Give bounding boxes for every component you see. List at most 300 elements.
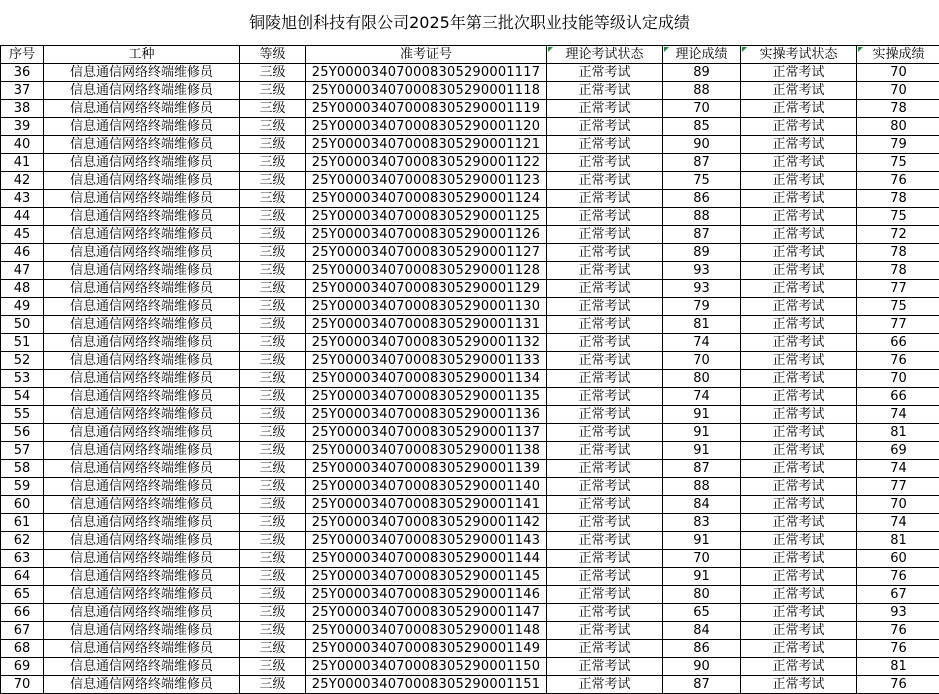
- cell-level[interactable]: 三级: [240, 190, 306, 208]
- cell-level[interactable]: 三级: [240, 604, 306, 622]
- cell-theory-score[interactable]: 86: [663, 640, 741, 658]
- cell-practical-status[interactable]: 正常考试: [741, 514, 857, 532]
- cell-job-type[interactable]: 信息通信网络终端维修员: [44, 244, 240, 262]
- cell-job-type[interactable]: 信息通信网络终端维修员: [44, 406, 240, 424]
- cell-theory-score[interactable]: 84: [663, 496, 741, 514]
- cell-seq[interactable]: 63: [1, 550, 44, 568]
- cell-level[interactable]: 三级: [240, 262, 306, 280]
- cell-job-type[interactable]: 信息通信网络终端维修员: [44, 514, 240, 532]
- cell-theory-status[interactable]: 正常考试: [547, 334, 663, 352]
- cell-theory-status[interactable]: 正常考试: [547, 640, 663, 658]
- cell-practical-score[interactable]: 70: [857, 82, 939, 100]
- table-row: [1, 658, 939, 676]
- cell-practical-score[interactable]: 70: [857, 370, 939, 388]
- cell-practical-status[interactable]: 正常考试: [741, 676, 857, 694]
- header-row: [1, 46, 939, 64]
- cell-theory-score[interactable]: 87: [663, 460, 741, 478]
- cell-practical-status[interactable]: 正常考试: [741, 388, 857, 406]
- cell-ticket-number[interactable]: 25Y000034070008305290001141: [306, 496, 547, 514]
- cell-theory-score[interactable]: 89: [663, 64, 741, 82]
- cell-ticket-number[interactable]: 25Y000034070008305290001133: [306, 352, 547, 370]
- cell-practical-status[interactable]: 正常考试: [741, 82, 857, 100]
- cell-theory-status[interactable]: 正常考试: [547, 514, 663, 532]
- cell-practical-score[interactable]: 77: [857, 316, 939, 334]
- cell-theory-status[interactable]: 正常考试: [547, 352, 663, 370]
- cell-practical-status[interactable]: 正常考试: [741, 262, 857, 280]
- cell-job-type[interactable]: 信息通信网络终端维修员: [44, 316, 240, 334]
- cell-seq[interactable]: 60: [1, 496, 44, 514]
- cell-seq[interactable]: 61: [1, 514, 44, 532]
- cell-practical-status[interactable]: 正常考试: [741, 550, 857, 568]
- cell-practical-score[interactable]: 77: [857, 280, 939, 298]
- cell-seq[interactable]: 57: [1, 442, 44, 460]
- cell-level[interactable]: 三级: [240, 100, 306, 118]
- table-row: [1, 208, 939, 226]
- cell-theory-score[interactable]: 84: [663, 622, 741, 640]
- cell-theory-score[interactable]: 91: [663, 532, 741, 550]
- cell-theory-status[interactable]: 正常考试: [547, 424, 663, 442]
- cell-level[interactable]: 三级: [240, 298, 306, 316]
- cell-theory-score[interactable]: 80: [663, 586, 741, 604]
- cell-practical-score[interactable]: 69: [857, 442, 939, 460]
- cell-level[interactable]: 三级: [240, 640, 306, 658]
- cell-level[interactable]: 三级: [240, 406, 306, 424]
- cell-level[interactable]: 三级: [240, 118, 306, 136]
- cell-ticket-number[interactable]: 25Y000034070008305290001117: [306, 64, 547, 82]
- cell-seq[interactable]: 65: [1, 586, 44, 604]
- cell-ticket-number[interactable]: 25Y000034070008305290001132: [306, 334, 547, 352]
- cell-theory-status[interactable]: 正常考试: [547, 154, 663, 172]
- cell-level[interactable]: 三级: [240, 622, 306, 640]
- cell-seq[interactable]: 68: [1, 640, 44, 658]
- cell-seq[interactable]: 48: [1, 280, 44, 298]
- table-row: [1, 478, 939, 496]
- cell-practical-status[interactable]: 正常考试: [741, 604, 857, 622]
- table-row: [1, 586, 939, 604]
- cell-theory-score[interactable]: 86: [663, 190, 741, 208]
- cell-seq[interactable]: 46: [1, 244, 44, 262]
- cell-seq[interactable]: 58: [1, 460, 44, 478]
- cell-theory-status[interactable]: 正常考试: [547, 298, 663, 316]
- cell-seq[interactable]: 62: [1, 532, 44, 550]
- cell-practical-score[interactable]: 75: [857, 298, 939, 316]
- cell-level[interactable]: 三级: [240, 388, 306, 406]
- cell-level[interactable]: 三级: [240, 586, 306, 604]
- cell-seq[interactable]: 39: [1, 118, 44, 136]
- cell-theory-status[interactable]: 正常考试: [547, 280, 663, 298]
- cell-level[interactable]: 三级: [240, 244, 306, 262]
- header-practical-status[interactable]: 实操考试状态: [741, 46, 857, 64]
- header-ticket-number[interactable]: 准考证号: [306, 46, 547, 64]
- cell-seq[interactable]: 64: [1, 568, 44, 586]
- cell-job-type[interactable]: 信息通信网络终端维修员: [44, 208, 240, 226]
- cell-job-type[interactable]: 信息通信网络终端维修员: [44, 100, 240, 118]
- cell-level[interactable]: 三级: [240, 64, 306, 82]
- cell-job-type[interactable]: 信息通信网络终端维修员: [44, 280, 240, 298]
- table-row: [1, 640, 939, 658]
- cell-theory-status[interactable]: 正常考试: [547, 496, 663, 514]
- cell-ticket-number[interactable]: 25Y000034070008305290001130: [306, 298, 547, 316]
- cell-job-type[interactable]: 信息通信网络终端维修员: [44, 658, 240, 676]
- cell-practical-score[interactable]: 81: [857, 658, 939, 676]
- cell-ticket-number[interactable]: 25Y000034070008305290001148: [306, 622, 547, 640]
- header-seq[interactable]: 序号: [1, 46, 44, 64]
- cell-practical-score[interactable]: 70: [857, 64, 939, 82]
- cell-theory-status[interactable]: 正常考试: [547, 136, 663, 154]
- cell-practical-status[interactable]: 正常考试: [741, 424, 857, 442]
- cell-practical-score[interactable]: 79: [857, 136, 939, 154]
- cell-theory-score[interactable]: 70: [663, 100, 741, 118]
- cell-seq[interactable]: 49: [1, 298, 44, 316]
- cell-ticket-number[interactable]: 25Y000034070008305290001137: [306, 424, 547, 442]
- cell-practical-status[interactable]: 正常考试: [741, 208, 857, 226]
- cell-theory-status[interactable]: 正常考试: [547, 388, 663, 406]
- cell-ticket-number[interactable]: 25Y000034070008305290001118: [306, 82, 547, 100]
- cell-ticket-number[interactable]: 25Y000034070008305290001124: [306, 190, 547, 208]
- cell-job-type[interactable]: 信息通信网络终端维修员: [44, 226, 240, 244]
- cell-seq[interactable]: 42: [1, 172, 44, 190]
- cell-practical-score[interactable]: 76: [857, 622, 939, 640]
- cell-ticket-number[interactable]: 25Y000034070008305290001123: [306, 172, 547, 190]
- cell-ticket-number[interactable]: 25Y000034070008305290001142: [306, 514, 547, 532]
- cell-level[interactable]: 三级: [240, 514, 306, 532]
- cell-practical-score[interactable]: 67: [857, 586, 939, 604]
- cell-theory-status[interactable]: 正常考试: [547, 676, 663, 694]
- cell-theory-score[interactable]: 91: [663, 424, 741, 442]
- cell-ticket-number[interactable]: 25Y000034070008305290001135: [306, 388, 547, 406]
- cell-ticket-number[interactable]: 25Y000034070008305290001121: [306, 136, 547, 154]
- cell-ticket-number[interactable]: 25Y000034070008305290001149: [306, 640, 547, 658]
- cell-ticket-number[interactable]: 25Y000034070008305290001150: [306, 658, 547, 676]
- cell-practical-status[interactable]: 正常考试: [741, 226, 857, 244]
- cell-seq[interactable]: 44: [1, 208, 44, 226]
- cell-level[interactable]: 三级: [240, 478, 306, 496]
- cell-theory-status[interactable]: 正常考试: [547, 262, 663, 280]
- cell-practical-score[interactable]: 78: [857, 244, 939, 262]
- cell-practical-score[interactable]: 76: [857, 568, 939, 586]
- cell-level[interactable]: 三级: [240, 676, 306, 694]
- cell-theory-score[interactable]: 83: [663, 514, 741, 532]
- cell-job-type[interactable]: 信息通信网络终端维修员: [44, 64, 240, 82]
- cell-practical-status[interactable]: 正常考试: [741, 118, 857, 136]
- header-level[interactable]: 等级: [240, 46, 306, 64]
- cell-ticket-number[interactable]: 25Y000034070008305290001127: [306, 244, 547, 262]
- cell-job-type[interactable]: 信息通信网络终端维修员: [44, 622, 240, 640]
- cell-theory-score[interactable]: 88: [663, 82, 741, 100]
- cell-ticket-number[interactable]: 25Y000034070008305290001134: [306, 370, 547, 388]
- cell-practical-score[interactable]: 81: [857, 532, 939, 550]
- cell-seq[interactable]: 47: [1, 262, 44, 280]
- cell-seq[interactable]: 45: [1, 226, 44, 244]
- cell-job-type[interactable]: 信息通信网络终端维修员: [44, 478, 240, 496]
- cell-practical-status[interactable]: 正常考试: [741, 298, 857, 316]
- cell-ticket-number[interactable]: 25Y000034070008305290001139: [306, 460, 547, 478]
- cell-seq[interactable]: 53: [1, 370, 44, 388]
- cell-practical-status[interactable]: 正常考试: [741, 622, 857, 640]
- cell-theory-score[interactable]: 90: [663, 136, 741, 154]
- cell-level[interactable]: 三级: [240, 424, 306, 442]
- cell-theory-score[interactable]: 74: [663, 388, 741, 406]
- cell-theory-score[interactable]: 93: [663, 280, 741, 298]
- cell-practical-status[interactable]: 正常考试: [741, 280, 857, 298]
- cell-ticket-number[interactable]: 25Y000034070008305290001120: [306, 118, 547, 136]
- cell-seq[interactable]: 51: [1, 334, 44, 352]
- cell-level[interactable]: 三级: [240, 208, 306, 226]
- cell-job-type[interactable]: 信息通信网络终端维修员: [44, 460, 240, 478]
- cell-level[interactable]: 三级: [240, 172, 306, 190]
- cell-theory-status[interactable]: 正常考试: [547, 550, 663, 568]
- cell-level[interactable]: 三级: [240, 442, 306, 460]
- cell-practical-score[interactable]: 74: [857, 406, 939, 424]
- cell-theory-score[interactable]: 91: [663, 442, 741, 460]
- cell-level[interactable]: 三级: [240, 226, 306, 244]
- cell-ticket-number[interactable]: 25Y000034070008305290001136: [306, 406, 547, 424]
- cell-job-type[interactable]: 信息通信网络终端维修员: [44, 190, 240, 208]
- cell-ticket-number[interactable]: 25Y000034070008305290001129: [306, 280, 547, 298]
- cell-seq[interactable]: 50: [1, 316, 44, 334]
- cell-seq[interactable]: 41: [1, 154, 44, 172]
- cell-practical-score[interactable]: 74: [857, 460, 939, 478]
- cell-theory-status[interactable]: 正常考试: [547, 586, 663, 604]
- header-practical-score[interactable]: 实操成绩: [857, 46, 939, 64]
- cell-theory-score[interactable]: 87: [663, 154, 741, 172]
- cell-theory-score[interactable]: 81: [663, 316, 741, 334]
- cell-practical-score[interactable]: 75: [857, 208, 939, 226]
- cell-practical-status[interactable]: 正常考试: [741, 190, 857, 208]
- cell-ticket-number[interactable]: 25Y000034070008305290001122: [306, 154, 547, 172]
- cell-seq[interactable]: 69: [1, 658, 44, 676]
- cell-theory-score[interactable]: 89: [663, 244, 741, 262]
- header-theory-status[interactable]: 理论考试状态: [547, 46, 663, 64]
- cell-practical-score[interactable]: 70: [857, 496, 939, 514]
- cell-seq[interactable]: 37: [1, 82, 44, 100]
- cell-theory-score[interactable]: 88: [663, 478, 741, 496]
- cell-theory-status[interactable]: 正常考试: [547, 226, 663, 244]
- cell-level[interactable]: 三级: [240, 316, 306, 334]
- cell-practical-status[interactable]: 正常考试: [741, 64, 857, 82]
- table-row: [1, 496, 939, 514]
- cell-practical-score[interactable]: 78: [857, 100, 939, 118]
- cell-theory-score[interactable]: 80: [663, 370, 741, 388]
- cell-level[interactable]: 三级: [240, 154, 306, 172]
- cell-ticket-number[interactable]: 25Y000034070008305290001128: [306, 262, 547, 280]
- cell-job-type[interactable]: 信息通信网络终端维修员: [44, 640, 240, 658]
- cell-level[interactable]: 三级: [240, 658, 306, 676]
- cell-practical-status[interactable]: 正常考试: [741, 532, 857, 550]
- cell-theory-score[interactable]: 88: [663, 208, 741, 226]
- cell-practical-status[interactable]: 正常考试: [741, 478, 857, 496]
- cell-practical-status[interactable]: 正常考试: [741, 316, 857, 334]
- cell-seq[interactable]: 52: [1, 352, 44, 370]
- cell-job-type[interactable]: 信息通信网络终端维修员: [44, 370, 240, 388]
- cell-seq[interactable]: 67: [1, 622, 44, 640]
- cell-ticket-number[interactable]: 25Y000034070008305290001138: [306, 442, 547, 460]
- cell-theory-status[interactable]: 正常考试: [547, 118, 663, 136]
- cell-ticket-number[interactable]: 25Y000034070008305290001151: [306, 676, 547, 694]
- cell-level[interactable]: 三级: [240, 280, 306, 298]
- cell-job-type[interactable]: 信息通信网络终端维修员: [44, 388, 240, 406]
- cell-job-type[interactable]: 信息通信网络终端维修员: [44, 424, 240, 442]
- cell-practical-score[interactable]: 76: [857, 640, 939, 658]
- cell-theory-status[interactable]: 正常考试: [547, 208, 663, 226]
- header-theory-score[interactable]: 理论成绩: [663, 46, 741, 64]
- cell-level[interactable]: 三级: [240, 136, 306, 154]
- cell-practical-score[interactable]: 66: [857, 388, 939, 406]
- cell-theory-score[interactable]: 93: [663, 262, 741, 280]
- cell-theory-status[interactable]: 正常考试: [547, 460, 663, 478]
- cell-practical-score[interactable]: 93: [857, 604, 939, 622]
- cell-practical-status[interactable]: 正常考试: [741, 334, 857, 352]
- cell-level[interactable]: 三级: [240, 334, 306, 352]
- cell-level[interactable]: 三级: [240, 496, 306, 514]
- cell-practical-status[interactable]: 正常考试: [741, 172, 857, 190]
- cell-ticket-number[interactable]: 25Y000034070008305290001146: [306, 586, 547, 604]
- cell-theory-score[interactable]: 91: [663, 406, 741, 424]
- cell-job-type[interactable]: 信息通信网络终端维修员: [44, 352, 240, 370]
- cell-ticket-number[interactable]: 25Y000034070008305290001131: [306, 316, 547, 334]
- table-row: [1, 298, 939, 316]
- cell-practical-status[interactable]: 正常考试: [741, 586, 857, 604]
- cell-seq[interactable]: 66: [1, 604, 44, 622]
- cell-seq[interactable]: 59: [1, 478, 44, 496]
- cell-ticket-number[interactable]: 25Y000034070008305290001119: [306, 100, 547, 118]
- cell-practical-score[interactable]: 76: [857, 352, 939, 370]
- cell-ticket-number[interactable]: 25Y000034070008305290001145: [306, 568, 547, 586]
- cell-practical-score[interactable]: 77: [857, 478, 939, 496]
- cell-practical-score[interactable]: 60: [857, 550, 939, 568]
- cell-practical-status[interactable]: 正常考试: [741, 244, 857, 262]
- cell-practical-score[interactable]: 74: [857, 514, 939, 532]
- cell-theory-status[interactable]: 正常考试: [547, 100, 663, 118]
- cell-level[interactable]: 三级: [240, 550, 306, 568]
- cell-level[interactable]: 三级: [240, 82, 306, 100]
- cell-practical-status[interactable]: 正常考试: [741, 442, 857, 460]
- cell-theory-status[interactable]: 正常考试: [547, 442, 663, 460]
- cell-theory-score[interactable]: 70: [663, 352, 741, 370]
- cell-ticket-number[interactable]: 25Y000034070008305290001140: [306, 478, 547, 496]
- cell-theory-status[interactable]: 正常考试: [547, 172, 663, 190]
- cell-seq[interactable]: 36: [1, 64, 44, 82]
- cell-practical-status[interactable]: 正常考试: [741, 100, 857, 118]
- cell-theory-status[interactable]: 正常考试: [547, 190, 663, 208]
- cell-theory-status[interactable]: 正常考试: [547, 622, 663, 640]
- cell-job-type[interactable]: 信息通信网络终端维修员: [44, 442, 240, 460]
- cell-theory-status[interactable]: 正常考试: [547, 568, 663, 586]
- cell-ticket-number[interactable]: 25Y000034070008305290001126: [306, 226, 547, 244]
- cell-theory-score[interactable]: 75: [663, 172, 741, 190]
- cell-job-type[interactable]: 信息通信网络终端维修员: [44, 154, 240, 172]
- cell-practical-score[interactable]: 78: [857, 262, 939, 280]
- cell-seq[interactable]: 55: [1, 406, 44, 424]
- cell-practical-status[interactable]: 正常考试: [741, 496, 857, 514]
- cell-theory-score[interactable]: 85: [663, 118, 741, 136]
- cell-job-type[interactable]: 信息通信网络终端维修员: [44, 334, 240, 352]
- cell-theory-score[interactable]: 70: [663, 550, 741, 568]
- cell-theory-status[interactable]: 正常考试: [547, 370, 663, 388]
- cell-theory-status[interactable]: 正常考试: [547, 244, 663, 262]
- cell-practical-status[interactable]: 正常考试: [741, 568, 857, 586]
- cell-theory-score[interactable]: 87: [663, 226, 741, 244]
- table-row: [1, 334, 939, 352]
- table-row: [1, 406, 939, 424]
- cell-job-type[interactable]: 信息通信网络终端维修员: [44, 298, 240, 316]
- cell-seq[interactable]: 56: [1, 424, 44, 442]
- cell-practical-score[interactable]: 76: [857, 172, 939, 190]
- cell-practical-score[interactable]: 76: [857, 676, 939, 694]
- cell-practical-status[interactable]: 正常考试: [741, 136, 857, 154]
- cell-theory-status[interactable]: 正常考试: [547, 406, 663, 424]
- cell-practical-score[interactable]: 72: [857, 226, 939, 244]
- cell-practical-status[interactable]: 正常考试: [741, 406, 857, 424]
- cell-job-type[interactable]: 信息通信网络终端维修员: [44, 676, 240, 694]
- cell-practical-status[interactable]: 正常考试: [741, 370, 857, 388]
- cell-practical-score[interactable]: 66: [857, 334, 939, 352]
- table-row: [1, 82, 939, 100]
- cell-theory-status[interactable]: 正常考试: [547, 532, 663, 550]
- cell-job-type[interactable]: 信息通信网络终端维修员: [44, 118, 240, 136]
- cell-job-type[interactable]: 信息通信网络终端维修员: [44, 262, 240, 280]
- cell-job-type[interactable]: 信息通信网络终端维修员: [44, 496, 240, 514]
- cell-job-type[interactable]: 信息通信网络终端维修员: [44, 586, 240, 604]
- cell-seq[interactable]: 38: [1, 100, 44, 118]
- cell-practical-score[interactable]: 81: [857, 424, 939, 442]
- cell-seq[interactable]: 40: [1, 136, 44, 154]
- cell-job-type[interactable]: 信息通信网络终端维修员: [44, 532, 240, 550]
- cell-seq[interactable]: 54: [1, 388, 44, 406]
- cell-practical-status[interactable]: 正常考试: [741, 352, 857, 370]
- cell-theory-score[interactable]: 87: [663, 676, 741, 694]
- cell-practical-status[interactable]: 正常考试: [741, 154, 857, 172]
- cell-practical-score[interactable]: 75: [857, 154, 939, 172]
- cell-practical-status[interactable]: 正常考试: [741, 460, 857, 478]
- cell-seq[interactable]: 43: [1, 190, 44, 208]
- cell-level[interactable]: 三级: [240, 532, 306, 550]
- cell-level[interactable]: 三级: [240, 370, 306, 388]
- cell-theory-status[interactable]: 正常考试: [547, 604, 663, 622]
- cell-job-type[interactable]: 信息通信网络终端维修员: [44, 604, 240, 622]
- cell-level[interactable]: 三级: [240, 460, 306, 478]
- cell-job-type[interactable]: 信息通信网络终端维修员: [44, 172, 240, 190]
- cell-practical-status[interactable]: 正常考试: [741, 658, 857, 676]
- cell-practical-status[interactable]: 正常考试: [741, 640, 857, 658]
- cell-theory-status[interactable]: 正常考试: [547, 478, 663, 496]
- cell-theory-status[interactable]: 正常考试: [547, 64, 663, 82]
- cell-job-type[interactable]: 信息通信网络终端维修员: [44, 550, 240, 568]
- cell-ticket-number[interactable]: 25Y000034070008305290001147: [306, 604, 547, 622]
- cell-theory-score[interactable]: 79: [663, 298, 741, 316]
- header-job-type[interactable]: 工种: [44, 46, 240, 64]
- cell-practical-score[interactable]: 78: [857, 190, 939, 208]
- cell-theory-score[interactable]: 74: [663, 334, 741, 352]
- cell-job-type[interactable]: 信息通信网络终端维修员: [44, 568, 240, 586]
- cell-level[interactable]: 三级: [240, 568, 306, 586]
- cell-level[interactable]: 三级: [240, 352, 306, 370]
- cell-job-type[interactable]: 信息通信网络终端维修员: [44, 82, 240, 100]
- cell-ticket-number[interactable]: 25Y000034070008305290001143: [306, 532, 547, 550]
- cell-theory-score[interactable]: 65: [663, 604, 741, 622]
- cell-theory-status[interactable]: 正常考试: [547, 316, 663, 334]
- cell-theory-status[interactable]: 正常考试: [547, 658, 663, 676]
- cell-ticket-number[interactable]: 25Y000034070008305290001125: [306, 208, 547, 226]
- cell-theory-status[interactable]: 正常考试: [547, 82, 663, 100]
- cell-job-type[interactable]: 信息通信网络终端维修员: [44, 136, 240, 154]
- cell-ticket-number[interactable]: 25Y000034070008305290001144: [306, 550, 547, 568]
- table-row: [1, 370, 939, 388]
- cell-practical-score[interactable]: 80: [857, 118, 939, 136]
- cell-seq[interactable]: 70: [1, 676, 44, 694]
- cell-theory-score[interactable]: 90: [663, 658, 741, 676]
- cell-theory-score[interactable]: 91: [663, 568, 741, 586]
